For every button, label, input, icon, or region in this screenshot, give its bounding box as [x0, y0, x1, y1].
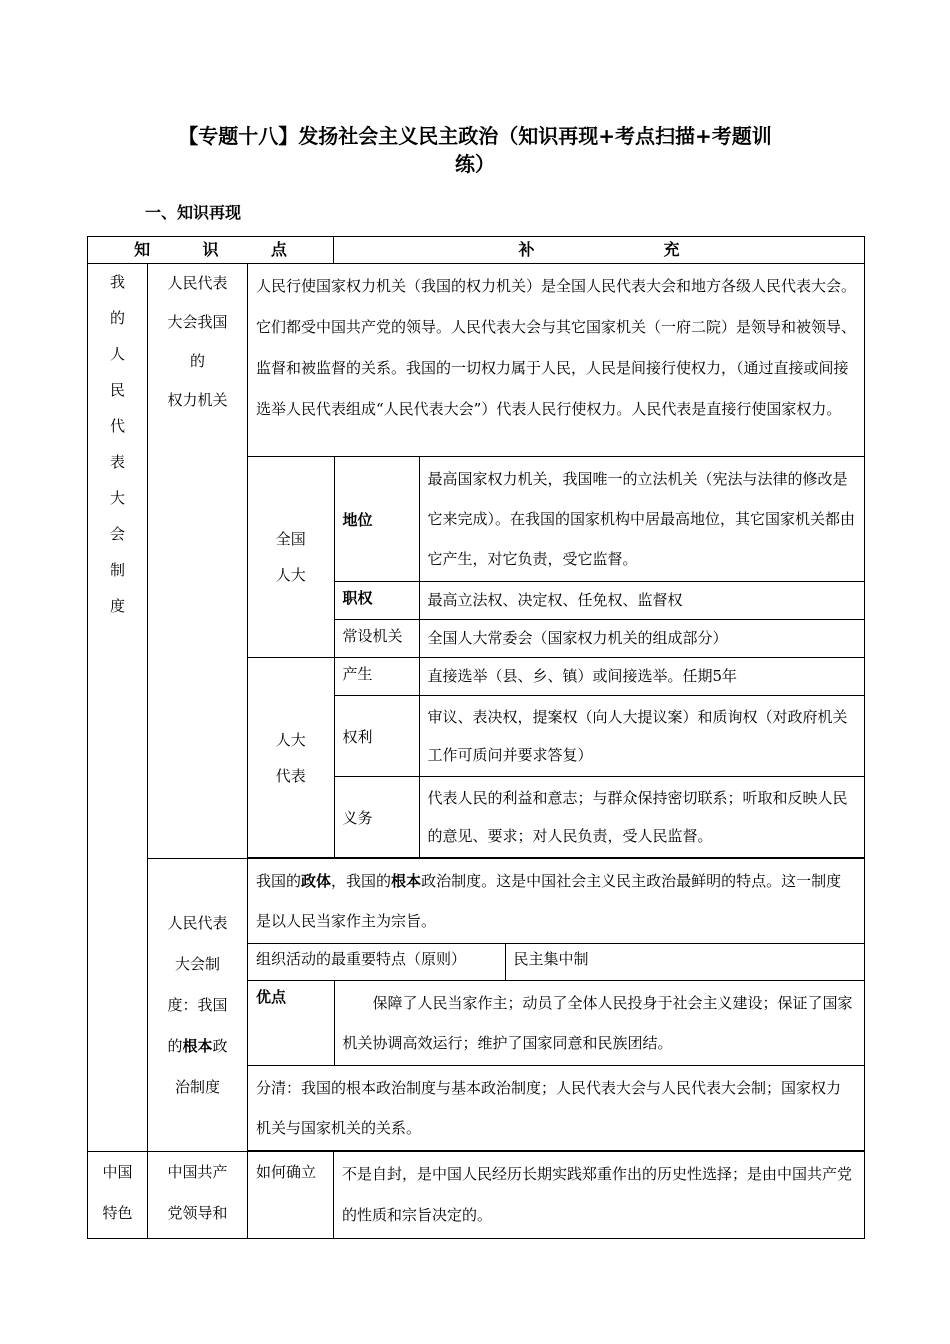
group-label-char: 民 [109, 381, 125, 399]
table-header-row [88, 237, 865, 264]
subtopic-line: 大会我国 [167, 313, 228, 331]
deputy-label [248, 658, 334, 858]
deputy-duties-value: 代表人民的利益和意志；与群众保持密切联系；听取和反映人民的意见、要求；对人民负责，受人民监督。 [427, 789, 848, 845]
npc-powers-key: 职权 [334, 582, 419, 620]
advantage-value: 保障了人民当家作主；动员了全体人民投身于社会主义建设；保证了国家机关协调高效运行；维护了国家同意和民族团结。 [342, 994, 853, 1052]
principle-key: 组织活动的最重要特点（原则） [248, 944, 505, 981]
subtopic-line: 度：我国 [167, 995, 228, 1014]
group-label-char: 代 [109, 417, 125, 435]
npc-standing-body-value: 全国人大常委会（国家权力机关的组成部分） [427, 629, 728, 647]
knowledge-table [87, 236, 865, 1239]
npc-label-line: 人大 [275, 566, 306, 584]
header-char: 点 [270, 240, 287, 259]
group-label-char: 的 [109, 309, 125, 327]
organ-detail-cell [248, 264, 865, 859]
distinguish-note: 分清：我国的根本政治制度与基本政治制度；人民代表大会与人民代表大会制；国家权力机关与国家机关的关系。 [256, 1079, 842, 1137]
group-label-line: 中国 [102, 1163, 133, 1181]
npc-status-key: 地位 [334, 457, 419, 582]
organ-description: 人民行使国家权力机关（我国的权力机关）是全国人民代表大会和地方各级人民代表大会。它们都受中国共产党的领导。人民代表大会与其它国家机关（一府二院）是领导和被领导、监督和被监督的关系。我国的一切权力属于人民，人民是间接行使权力，（通过直接或间接选举人民代表组成“人民代表大会”）代表人民行使权力。人民代表是直接行使国家权力。 [256, 277, 857, 418]
subtopic-line: 权力机关 [167, 391, 228, 409]
subtopic-line: 党领导和 [167, 1204, 228, 1222]
header-supplement [334, 237, 865, 264]
subtopic-line: 大会制 [174, 954, 220, 973]
system-detail-cell [248, 859, 865, 1152]
table-row [88, 264, 865, 859]
organ-subtable [248, 456, 865, 858]
npc-standing-body-key: 常设机关 [334, 620, 419, 658]
header-knowledge-point [88, 237, 334, 264]
group-label-char: 制 [109, 561, 125, 579]
group-label-char: 度 [109, 597, 125, 615]
title-line-1: 【专题十八】发扬社会主义民主政治（知识再现+考点扫描+考题训 [178, 124, 772, 148]
subtopic-line: 的 [189, 352, 205, 370]
table-row [88, 1152, 865, 1239]
deputy-election-value: 直接选举（县、乡、镇）或间接选举。任期5年 [427, 667, 738, 685]
establish-key: 如何确立 [248, 1152, 334, 1239]
subtopic-line: 中国共产 [167, 1163, 228, 1181]
subtopic-line: 的根本政 [167, 1036, 228, 1055]
subtopic-party-leadership [148, 1152, 248, 1239]
group-label-char: 会 [109, 525, 125, 543]
group-label-line: 特色 [102, 1204, 133, 1222]
deputy-election-key: 产生 [334, 658, 419, 696]
deputy-rights-value: 审议、表决权，提案权（向人大提议案）和质询权（对政府机关工作可质问并要求答复） [427, 708, 848, 764]
subtopic-line: 人民代表 [167, 913, 228, 932]
npc-label-line: 全国 [275, 530, 306, 548]
group-label-char: 表 [109, 453, 125, 471]
header-char: 补 [518, 240, 535, 259]
deputy-label-line: 人大 [275, 730, 306, 749]
group-label-char: 大 [109, 489, 125, 507]
group-label-char: 人 [109, 345, 125, 363]
group-label-char: 我 [109, 273, 125, 291]
establish-value: 不是自封，是中国人民经历长期实践郑重作出的历史性选择；是由中国共产党的性质和宗旨决定的。 [342, 1165, 853, 1224]
subtopic-line: 人民代表 [167, 274, 228, 292]
npc-status-value: 最高国家权力机关，我国唯一的立法机关（宪法与法律的修改是它来完成）。在我国的国家机构中居最高地位，其它国家机关都由它产生，对它负责，受它监督。 [427, 470, 856, 568]
system-description: 我国的政体，我国的根本政治制度。这是中国社会主义民主政治最鲜明的特点。这一制度是以人民当家作主为宗旨。 [256, 872, 842, 930]
table-row [88, 859, 865, 1152]
header-char: 充 [663, 240, 680, 259]
deputy-label-line: 代表 [275, 766, 306, 785]
advantage-key: 优点 [248, 981, 334, 1066]
deputy-duties-key: 义务 [334, 777, 419, 858]
header-char: 识 [202, 240, 219, 259]
npc-powers-value: 最高立法权、决定权、任免权、监督权 [427, 591, 683, 609]
system-subtable [248, 943, 865, 1151]
subtopic-power-organ [148, 264, 248, 859]
group-label-npc-system [88, 264, 148, 1152]
document-title [140, 122, 810, 178]
title-line-2: 练） [455, 152, 495, 176]
npc-label [248, 457, 334, 658]
principle-value: 民主集中制 [505, 944, 864, 981]
deputy-rights-key: 权利 [334, 696, 419, 777]
subtopic-line: 治制度 [174, 1077, 220, 1096]
subtopic-npc-system [148, 859, 248, 1152]
section-heading: 一、知识再现 [145, 203, 242, 222]
header-char: 知 [134, 240, 151, 259]
group-label-china-characteristic [88, 1152, 148, 1239]
